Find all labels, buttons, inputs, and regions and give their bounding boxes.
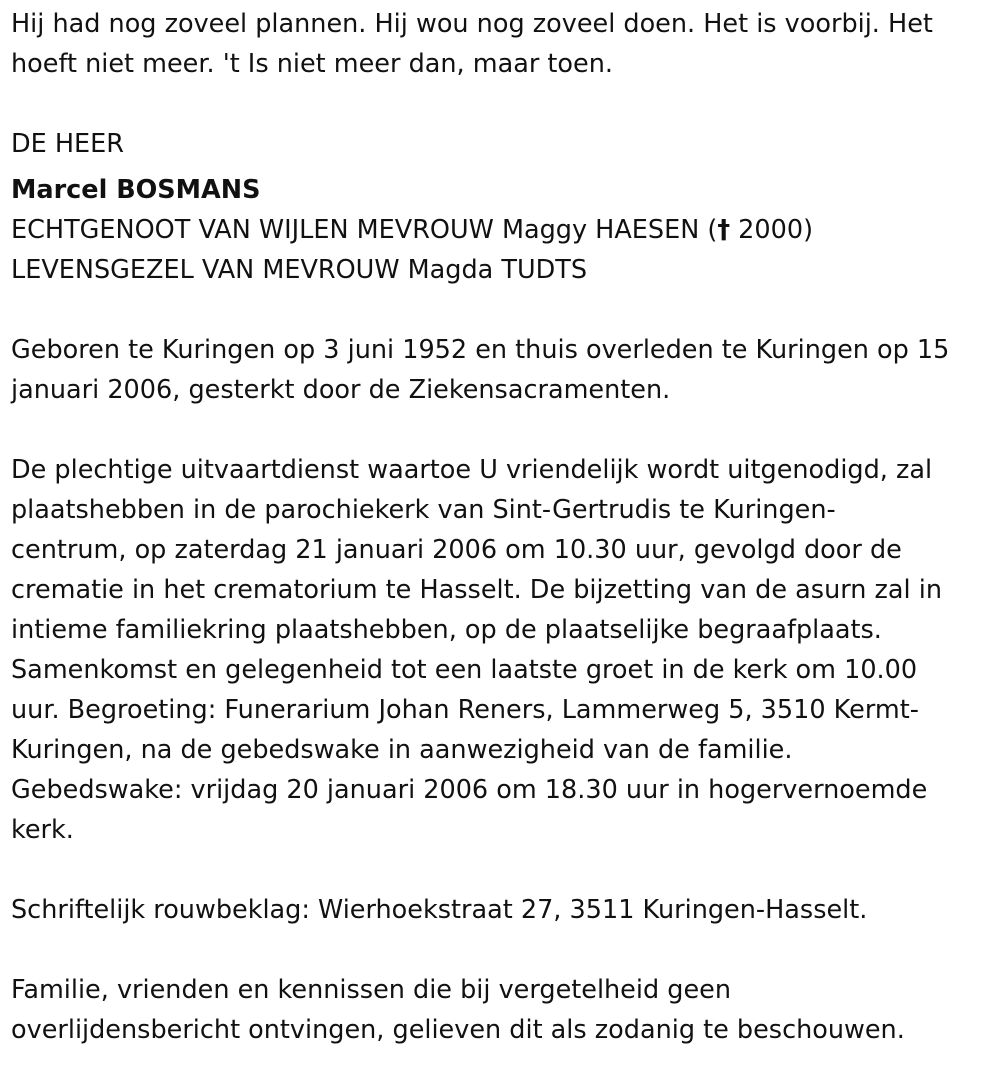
closing-paragraph: Familie, vrienden en kennissen die bij vergetelheid geen overlijdensbericht ontvingen, gelieven dit als zodanig te beschouwen. (11, 975, 905, 1045)
birth-death-paragraph: Geboren te Kuringen op 3 juni 1952 en thuis overleden te Kuringen op 15 januari 2006, gesterkt door de Ziekensacramenten. (11, 335, 950, 405)
service-paragraph: De plechtige uitvaartdienst waartoe U vriendelijk wordt uitgenodigd, zal plaatshebben in de parochiekerk van Sint-Gertrudis te Kuringen- centrum, op zaterdag 21 januari 2006 om 10.30 uur, gevolgd door de crematie in het crematorium te Hasselt. De bijzetting van de asurn zal in intieme familiekring plaatshebben, op de plaatselijke begraafplaats. Samenkomst en gelegenheid tot een laatste groet in de kerk om 10.00 uur. Begroeting: Funerarium Johan Reners, Lammerweg 5, 3510 Kermt- Kuringen, na de gebedswake in aanwezigheid van de familie. Gebedswake: vrijdag 20 januari 2006 om 18.30 uur in hogervernoemde kerk. (11, 455, 942, 845)
spouse-suffix: 2000) (730, 215, 814, 245)
obituary-notice (11, 4, 991, 1050)
spouse-prefix: ECHTGENOOT VAN WIJLEN MEVROUW Maggy HAESEN ( (11, 215, 718, 245)
spouse-line (11, 210, 991, 250)
deceased-name: Marcel BOSMANS (11, 175, 261, 205)
title-line: DE HEER (11, 129, 124, 159)
spacer (11, 410, 991, 450)
partner-line: LEVENSGEZEL VAN MEVROUW Magda TUDTS (11, 255, 588, 285)
intro-quote: Hij had nog zoveel plannen. Hij wou nog zoveel doen. Het is voorbij. Het hoeft niet meer. 't Is niet meer dan, maar toen. (11, 9, 933, 79)
spacer (11, 850, 991, 890)
spacer (11, 930, 991, 970)
spacer (11, 84, 991, 124)
spacer (11, 290, 991, 330)
cross-icon: † (717, 215, 731, 245)
condolence-address: Schriftelijk rouwbeklag: Wierhoekstraat 27, 3511 Kuringen-Hasselt. (11, 895, 868, 925)
